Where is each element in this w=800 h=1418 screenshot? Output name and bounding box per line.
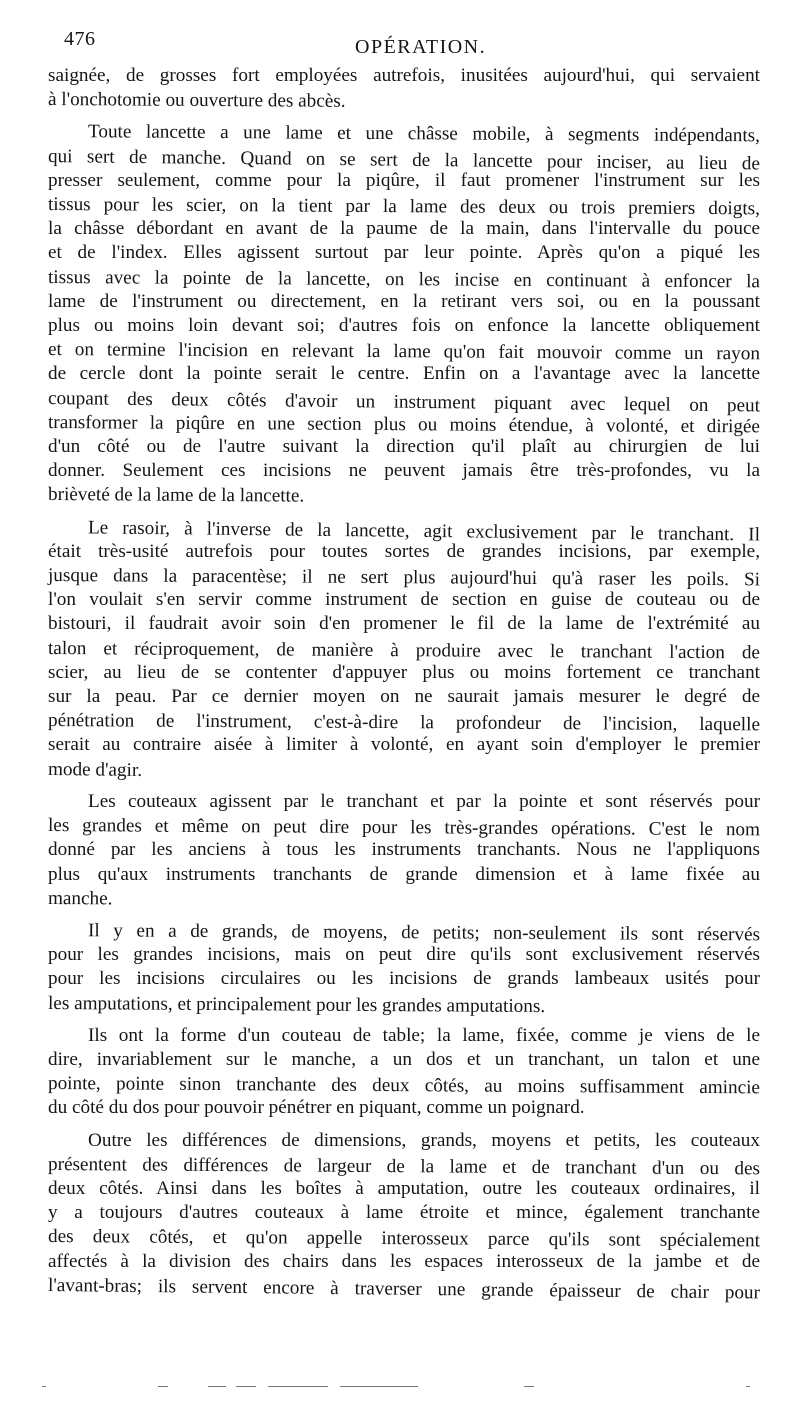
text-line: de cercle dont la pointe serait le centre. Enfin on a l'avantage avec la lancette [48, 363, 760, 385]
text-line: pour les incisions circulaires ou les incisions de grands lambeaux usités pour [48, 968, 760, 990]
text-line: tissus pour les scier, on la tient par la lame des deux ou trois premiers doigts, [47, 194, 761, 220]
scan-mark [158, 1386, 168, 1387]
text-line: plus qu'aux instruments tranchants de grande dimension et à lame fixée au [48, 863, 760, 885]
text-line: y a toujours d'autres couteaux à lame étroite et mince, également tranchante [48, 1202, 760, 1224]
paragraph [48, 64, 760, 112]
text-line: pointe, pointe sinon tranchante des deux côtés, au moins suffisamment amincie [47, 1073, 761, 1099]
text-line: coupant des deux côtés d'avoir un instrument piquant avec lequel on peut [47, 387, 761, 417]
page-number: 476 [64, 28, 96, 50]
paragraph [47, 1129, 761, 1304]
text-line: serait au contraire aisée à limiter à volonté, en ayant soin d'employer le premier [48, 734, 760, 756]
text-line: sur la peau. Par ce dernier moyen on ne saurait jamais mesurer le degré de [48, 686, 760, 708]
text-line: mode d'agir. [47, 758, 143, 781]
text-line: Il y en a de grands, de moyens, de petits; non-seulement ils sont réservés [87, 920, 761, 946]
text-line: donné par les anciens à tous les instruments tranchants. Nous ne l'appliquons [48, 839, 760, 861]
text-line: était très-usité autrefois pour toutes sortes de grandes incisions, par exemple, [48, 540, 760, 562]
text-line: l'on voulait s'en servir comme instrument de section en guise de couteau ou de [48, 589, 760, 611]
text-line: d'un côté ou de l'autre suivant la direction qu'il plaît au chirurgien de lui [48, 436, 760, 458]
text-line: scier, au lieu de se contenter d'appuyer plus ou moins fortement ce tranchant [48, 661, 760, 683]
scan-mark [42, 1386, 46, 1387]
scan-mark [236, 1386, 256, 1387]
text-line: transformer la piqûre en une section plus ou moins étendue, à volonté, et dirigée [47, 411, 761, 438]
paragraph [48, 919, 760, 1016]
text-line: saignée, de grosses fort employées autrefois, inusitées aujourd'hui, qui servaient [48, 65, 760, 86]
text-line: donner. Seulement ces incisions ne peuvent jamais être très-profondes, vu la [48, 460, 760, 482]
scan-mark [340, 1386, 418, 1387]
text-line: Toute lancette a une lame et une châsse mobile, à segments indépendants, [87, 121, 761, 147]
text-line: les grandes et même on peut dire pour les très-grandes opérations. C'est le nom [47, 815, 761, 841]
text-line: la châsse débordant en avant de la paume de la main, dans l'intervalle du pouce [48, 218, 760, 240]
text-line: des deux côtés, et qu'on appelle interosseux parce qu'ils sont spécialement [47, 1226, 761, 1252]
text-line: pour les grandes incisions, mais on peut dire qu'ils sont exclusivement réservés [48, 944, 760, 966]
text-line: les amputations, et principalement pour les grandes amputations. [47, 992, 546, 1017]
text-line: presser seulement, comme pour la piqûre, il faut promener l'instrument sur les [48, 169, 760, 191]
paragraph [48, 1024, 760, 1121]
text-line: jusque dans la paracentèse; il ne sert plus aujourd'hui qu'à raser les poils. Si [47, 565, 761, 591]
text-line: dire, invariablement sur le manche, a un dos et un tranchant, un talon et une [48, 1048, 760, 1070]
paragraph [48, 790, 760, 911]
body-text [48, 64, 760, 1306]
scan-mark [746, 1386, 750, 1387]
text-line: deux côtés. Ainsi dans les boîtes à amputation, outre les couteaux ordinaires, il [48, 1177, 760, 1199]
scan-mark [208, 1386, 226, 1387]
running-head: OPÉRATION. [355, 36, 487, 58]
text-line: talon et réciproquement, de manière à produire avec le tranchant l'action de [47, 637, 761, 664]
scan-mark [268, 1386, 328, 1387]
text-line: plus ou moins loin devant soi; d'autres fois on enfonce la lancette obliquement [48, 315, 760, 337]
text-line: bistouri, il faudrait avoir soin d'en promener le fil de la lame de l'extrémité au [48, 613, 760, 635]
text-line: Le rasoir, à l'inverse de la lancette, agit exclusivement par le tranchant. Il [87, 517, 761, 546]
text-line: Ils ont la forme d'un couteau de table; la lame, fixée, comme je viens de le [88, 1024, 760, 1046]
paragraph [48, 120, 760, 507]
text-line: pénétration de l'instrument, c'est-à-dire la profondeur de l'incision, laquelle [47, 710, 761, 736]
text-line: qui sert de manche. Quand on se sert de la lancette pour inciser, au lieu de [47, 145, 761, 175]
text-line: tissus avec la pointe de la lancette, on les incise en continuant à enfoncer la [47, 266, 761, 292]
text-line: manche. [47, 887, 113, 910]
text-line: Les couteaux agissent par le tranchant et par la pointe et sont réservés pour [88, 790, 760, 812]
text-line: Outre les différences de dimensions, grands, moyens et petits, les couteaux [88, 1129, 760, 1151]
text-line: à l'onchotomie ou ouverture des abcès. [47, 89, 346, 113]
text-line: et de l'index. Elles agissent surtout par leur pointe. Après qu'on a piqué les [48, 242, 760, 264]
footer-scan-marks [40, 1382, 760, 1392]
page-header [60, 22, 760, 62]
text-line: et on termine l'incision en relevant la lame qu'on fait mouvoir comme un rayon [47, 339, 761, 365]
paragraph [48, 516, 760, 782]
text-line: l'avant-bras; ils servent encore à traverser une grande épaisseur de chair pour [47, 1274, 761, 1304]
text-line: brièveté de la lame de la lancette. [47, 484, 305, 508]
text-line: affectés à la division des chairs dans les espaces interosseux de la jambe et de [48, 1250, 760, 1272]
text-line: présentent des différences de largeur de la lame et de tranchant d'un ou des [47, 1153, 761, 1180]
text-line: du côté du dos pour pouvoir pénétrer en piquant, comme un poignard. [48, 1097, 585, 1119]
text-line: lame de l'instrument ou directement, en la retirant vers soi, ou en la poussant [48, 290, 760, 312]
scan-mark [524, 1386, 534, 1387]
